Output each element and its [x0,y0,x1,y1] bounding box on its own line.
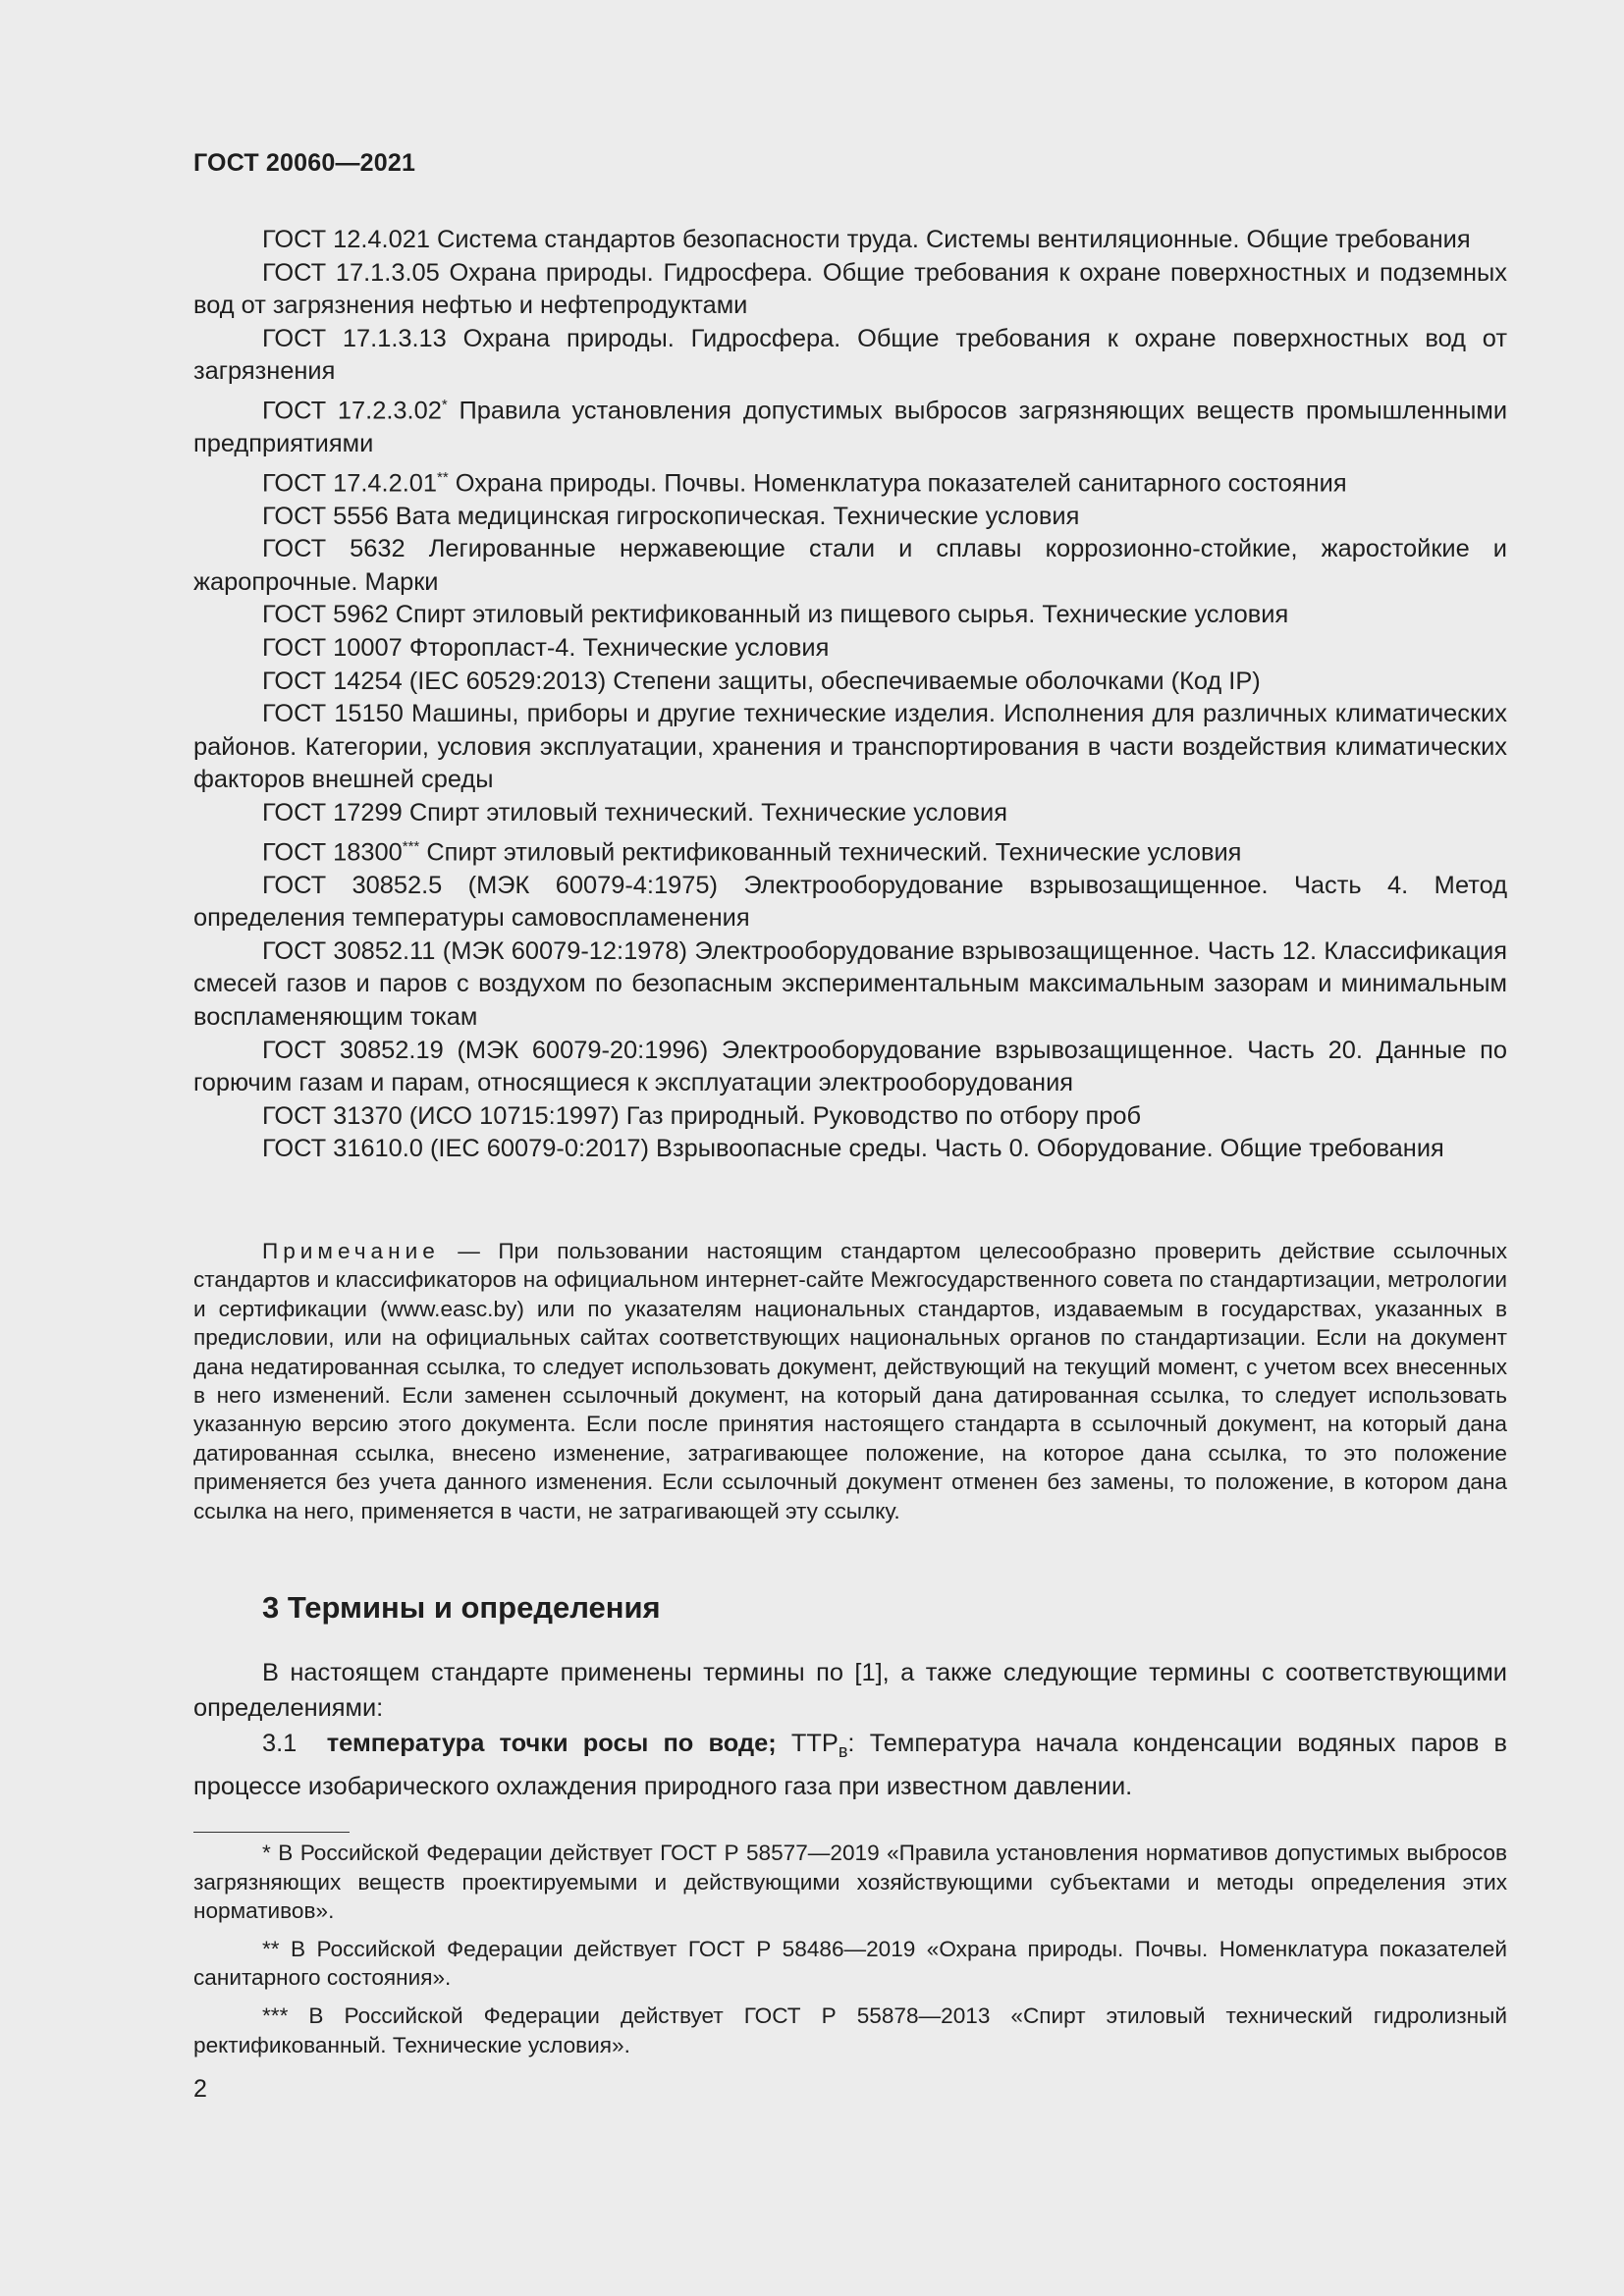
reference-item [193,1133,1507,1166]
term-abbr-subscript: в [838,1741,848,1762]
reference-code: ГОСТ 14254 (IEC 60529:2013) [262,667,607,695]
reference-title: Электрооборудование взрывозащищенное. Часть 12. Классификация смесей газов и паров с воздухом по безопасным экспериментальным максимальным зазорам и минимальным воспламеняющим токам [193,936,1507,1032]
footnote-marker: *** [402,837,420,855]
reference-code: ГОСТ 10007 [262,634,403,663]
reference-code: ГОСТ 17.1.3.13 [262,324,447,352]
term-definition-text: : Температура начала конденсации водяных паров в процессе изобарического охлаждения природного газа при известном давлении. [193,1730,1508,1801]
term-definition [193,1726,1507,1804]
reference-code: ГОСТ 30852.11 (МЭК 60079-12:1978) [262,936,688,965]
reference-code: ГОСТ 30852.19 (МЭК 60079-20:1996) [262,1036,709,1064]
reference-code: ГОСТ 18300 [262,838,403,867]
reference-title: Вата медицинская гигроскопическая. Технические условия [395,502,1080,530]
reference-item [193,224,1507,257]
footnote-marker: ** [437,468,449,486]
term-name: температура точки росы по воде; [326,1730,777,1757]
reference-item [193,935,1507,1035]
reference-item [193,1035,1507,1100]
reference-code: ГОСТ 31610.0 (IEC 60079-0:2017) [262,1135,649,1163]
reference-code: ГОСТ 15150 [262,700,404,728]
reference-item [193,533,1507,599]
reference-title: Легированные нержавеющие стали и сплавы коррозионно-стойкие, жаростойкие и жаропрочные. Марки [193,535,1507,596]
reference-item [193,257,1507,323]
reference-item [193,1100,1507,1134]
reference-item [193,698,1507,797]
reference-item [193,501,1507,534]
reference-title: Охрана природы. Почвы. Номенклатура показателей санитарного состояния [455,469,1347,498]
reference-item [193,666,1507,699]
reference-title: Электрооборудование взрывозащищенное. Часть 4. Метод определения температуры самовоспламенения [193,871,1508,933]
reference-code: ГОСТ 5962 [262,601,389,629]
reference-title: Электрооборудование взрывозащищенное. Часть 20. Данные по горючим газам и парам, относящиеся к эксплуатации электрооборудования [193,1036,1507,1097]
reference-title: Спирт этиловый ректификованный из пищевого сырья. Технические условия [395,601,1289,629]
footnote-2: ** В Российской Федерации действует ГОСТ Р 58486—2019 «Охрана природы. Почвы. Номенклатура показателей санитарного состояния». [193,1936,1507,1991]
reference-code: ГОСТ 31370 (ИСО 10715:1997) [262,1101,620,1130]
reference-code: ГОСТ 17299 [262,799,403,828]
reference-title: Газ природный. Руководство по отбору проб [625,1101,1142,1130]
footnote-1: * В Российской Федерации действует ГОСТ Р 58577—2019 «Правила установления нормативов допустимых выбросов загрязняющих веществ проектируемыми и действующими хозяйствующими субъектами и методы определения этих нормативов». [193,1841,1507,1924]
reference-item [193,797,1507,830]
reference-item [193,599,1507,632]
reference-code: ГОСТ 17.4.2.01 [262,469,438,498]
reference-code: ГОСТ 17.1.3.05 [262,258,440,287]
footnote-3: *** В Российской Федерации действует ГОСТ Р 55878—2013 «Спирт этиловый технический гидролизный ректификованный. Технические условия». [193,2002,1507,2057]
reference-code: ГОСТ 30852.5 (МЭК 60079-4:1975) [262,871,718,899]
footnote-divider [193,1832,350,1833]
reference-title: Охрана природы. Гидросфера. Общие требования к охране поверхностных вод от загрязнения [193,324,1507,386]
footnote-marker: * [441,396,448,413]
reference-title: Правила установления допустимых выбросов загрязняющих веществ промышленными предприятиями [193,397,1507,458]
normative-references-list [193,224,1507,1166]
reference-code: ГОСТ 5632 [262,535,406,563]
note-label: Примечание [262,1239,440,1263]
reference-title: Спирт этиловый ректификованный технический. Технические условия [426,838,1242,867]
reference-item [193,389,1507,461]
reference-code: ГОСТ 12.4.021 [262,226,430,253]
reference-title: Степени защиты, обеспечиваемые оболочками (Код IP) [613,667,1261,695]
reference-title: Система стандартов безопасности труда. Системы вентиляционные. Общие требования [437,226,1471,253]
reference-title: Охрана природы. Гидросфера. Общие требования к охране поверхностных и подземных вод от загрязнения нефтью и нефтепродуктами [193,258,1507,320]
note-text: — При пользовании настоящим стандартом целесообразно проверить действие ссылочных стандартов и классификаторов на официальном интернет-сайте Межгосударственного совета по стандартизации, метрологии и сертификации (www.easc.by) или по указателям национальных стандартов, издаваемым в государствах, указанных в предисловии, или на официальных сайтах соответствующих национальных органов по стандартизации. Если на документ дана недатированная ссылка, то следует использовать документ, действующий на текущий момент, с учетом всех внесенных в него изменений. Если заменен ссылочный документ, на который дана датированная ссылка, то следует использовать указанную версию этого документа. Если после принятия настоящего стандарта в ссылочный документ, на который дана датированная ссылка, внесено изменение, затрагивающее положение, на которое дана ссылка, то это положение применяется без учета данного изменения. Если ссылочный документ отменен без замены, то положение, в котором дана ссылка на него, применяется в части, не затрагивающей эту ссылку. [193,1239,1507,1523]
reference-title: Спирт этиловый технический. Технические условия [408,799,1007,828]
page-number: 2 [193,2075,207,2103]
term-number: 3.1 [262,1730,298,1757]
section-intro: В настоящем стандарте применены термины по [1], а также следующие термины с соответствующими определениями: [193,1659,1507,1722]
reference-code: ГОСТ 5556 [262,502,389,530]
reference-title: Машины, приборы и другие технические изделия. Исполнения для различных климатических районов. Категории, условия эксплуатации, хранения и транспортирования в части воздействия климатических факторов внешней среды [193,700,1507,794]
reference-item [193,870,1507,935]
reference-title: Фторопласт-4. Технические условия [408,634,830,663]
reference-item [193,632,1507,666]
reference-item [193,830,1507,870]
reference-code: ГОСТ 17.2.3.02 [262,397,442,425]
term-abbr: ТТР [790,1730,839,1757]
reference-item [193,461,1507,501]
document-header: ГОСТ 20060—2021 [193,149,416,177]
note-paragraph [193,1237,1507,1525]
section-heading: 3 Термины и определения [262,1590,661,1625]
footnotes [193,1839,1507,2068]
section-body [193,1655,1507,1804]
reference-title: Взрывоопасные среды. Часть 0. Оборудование. Общие требования [656,1135,1444,1163]
reference-item [193,323,1507,389]
